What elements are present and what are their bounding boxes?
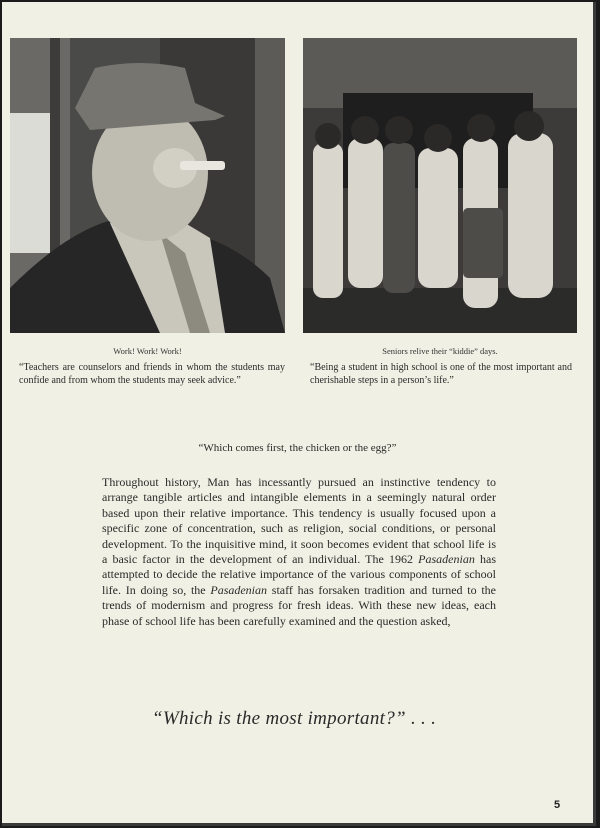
pull-quote: “Which is the most important?” . . . [152, 708, 437, 729]
body-paragraph [102, 475, 496, 629]
chicken-egg-question: “Which comes first, the chicken or the egg?” [198, 442, 397, 454]
yearbook-page [2, 2, 596, 826]
page-number: 5 [554, 799, 561, 811]
left-photo-quote: “Teachers are counselors and friends in whom the students may confide and from whom the students may seek advice.” [19, 362, 285, 386]
right-photo-caption-title: Seniors relive their “kiddie” days. [382, 346, 498, 356]
left-photo-caption-title: Work! Work! Work! [113, 346, 182, 356]
body-text-part-1: Throughout history, Man has incessantly pursued an instinctive tendency to arrange tangible articles and intangible elements in a seemingly natural order based upon their relative importance. This tendency is usually focused upon a specific zone of concentration, such as religion, social conditions, or personal development. To the inquisitive mind, it soon becomes evident that school life is a basic factor in the development of an individual. The 1962 [102, 475, 496, 567]
body-text-part-3: staff has forsaken tradition and turned to the trends of modernism and progress for fresh ideas. With these new ideas, each phase of school life has been carefully examined and the question asked, [102, 582, 496, 628]
right-photo-quote: “Being a student in high school is one of the most important and cherishable steps in a person’s life.” [310, 362, 572, 386]
photo-teacher-with-cigar [10, 38, 285, 333]
photo-seniors-kiddie-day [303, 38, 577, 333]
publication-name: Pasadenian [418, 552, 475, 567]
publication-name: Pasadenian [210, 582, 268, 597]
body-text-part-2: has attempted to decide the relative importance of the various components of school life. In doing so, the [102, 552, 497, 597]
